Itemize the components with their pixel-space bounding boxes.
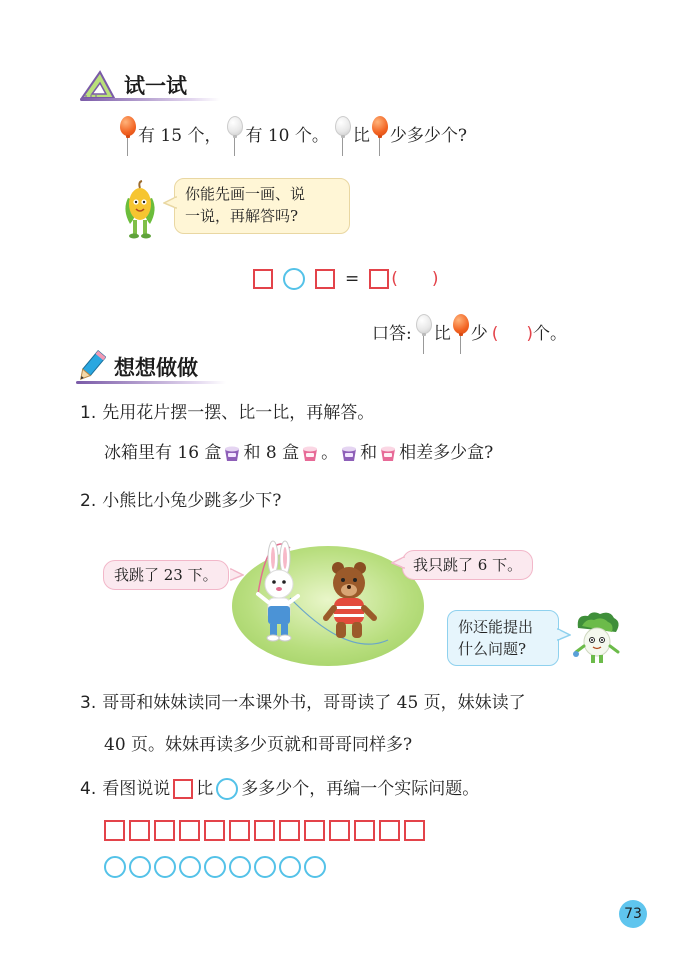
triangle-ruler-icon [80, 70, 116, 100]
result-box[interactable] [369, 269, 389, 289]
red-square [254, 820, 275, 841]
red-square [379, 820, 400, 841]
section-think-underline [76, 381, 226, 384]
equation-box[interactable] [315, 269, 335, 289]
red-square [354, 820, 375, 841]
red-balloon-icon [453, 314, 469, 354]
answer-paren-open: ( [491, 324, 499, 344]
red-square [229, 820, 250, 841]
question-2-number: 2. [80, 491, 97, 511]
question-4-number: 4. [80, 779, 97, 799]
section-think-title: 想想做做 [114, 356, 198, 380]
equation-box[interactable] [253, 269, 273, 289]
question-1-line-1 [80, 400, 374, 426]
problem-part-3: 比 [352, 126, 370, 146]
blue-circle [129, 856, 151, 878]
blue-circle [104, 856, 126, 878]
yogurt-box-purple-icon [339, 443, 359, 463]
rabbit-speech-bubble [103, 560, 229, 590]
red-square [279, 820, 300, 841]
red-square [204, 820, 225, 841]
question-3-text-2: 40 页。妹妹再读多少页就和哥哥同样多? [104, 735, 413, 755]
red-balloon-icon [120, 116, 136, 156]
equals-sign: = [345, 269, 360, 289]
section-think-header [76, 350, 198, 384]
extra-question-line-1: 你还能提出 [458, 618, 534, 636]
q1-text-c: 。 [321, 443, 339, 463]
equation-row [253, 266, 439, 292]
question-3-line-1 [80, 690, 526, 716]
red-square [179, 820, 200, 841]
hint-line-2: 一说，再解答吗? [185, 207, 299, 225]
question-1-number: 1. [80, 403, 97, 423]
white-balloon-icon [227, 116, 243, 156]
problem-part-4: 少多少个? [389, 126, 468, 146]
red-square [329, 820, 350, 841]
red-square [154, 820, 175, 841]
red-balloon-icon [372, 116, 388, 156]
blue-circle [279, 856, 301, 878]
unit-paren-open: ( [391, 269, 398, 289]
blue-circle [254, 856, 276, 878]
blue-circle [229, 856, 251, 878]
verbal-answer-row [372, 314, 567, 354]
question-4-line [80, 776, 479, 802]
problem-part-1: 有 15 个， [138, 126, 222, 146]
section-try-underline [80, 98, 220, 101]
bubble-tail [163, 196, 177, 210]
rabbit-bubble-tail [230, 568, 244, 582]
bear-speech-bubble [402, 550, 533, 580]
operator-circle[interactable] [283, 268, 305, 290]
section-try-title: 试一试 [124, 74, 187, 98]
answer-tail: 个。 [533, 324, 568, 344]
question-3-number: 3. [80, 693, 97, 713]
hint-bubble-draw [174, 178, 350, 234]
red-square [129, 820, 150, 841]
question-4-text-b: 比 [196, 779, 214, 799]
extra-question-bubble [447, 610, 559, 666]
question-4-text-a: 看图说说 [102, 779, 171, 799]
red-square [104, 820, 125, 841]
q1-text-b: 和 8 盒 [243, 443, 300, 463]
q1-text-e: 相差多少盒? [399, 443, 494, 463]
question-1-line-2 [104, 440, 493, 466]
balloon-problem [118, 116, 467, 156]
red-square [404, 820, 425, 841]
q1-text-a: 冰箱里有 16 盒 [104, 443, 222, 463]
question-3-text-1: 哥哥和妹妹读同一本课外书，哥哥读了 45 页，妹妹读了 [102, 693, 526, 713]
question-3-line-2 [104, 732, 412, 758]
unit-paren-close: ) [431, 269, 439, 289]
extra-bubble-tail [557, 628, 571, 642]
cabbage-character-icon [572, 610, 622, 666]
extra-question-line-2: 什么问题? [458, 640, 527, 658]
blue-circle [304, 856, 326, 878]
circle-symbol [216, 778, 238, 800]
blue-circle [204, 856, 226, 878]
question-2-text: 小熊比小兔少跳多少下? [102, 491, 282, 511]
page-number-badge [619, 900, 647, 928]
blue-circle [179, 856, 201, 878]
white-balloon-icon [416, 314, 432, 354]
square-symbol [173, 779, 193, 799]
answer-bi: 比 [433, 324, 451, 344]
hint-line-1: 你能先画一画、说 [185, 185, 306, 203]
bear-speech: 我只跳了 6 下。 [413, 556, 523, 574]
yogurt-box-pink-icon [378, 443, 398, 463]
page-number: 73 [624, 906, 642, 922]
question-1-text: 先用花片摆一摆、比一比，再解答。 [102, 403, 375, 423]
corn-character-icon [118, 180, 162, 240]
problem-part-2: 有 10 个。 [245, 126, 329, 146]
answer-label: 口答: [372, 324, 412, 344]
answer-paren-close: ) [526, 324, 534, 344]
circle-row [104, 856, 326, 878]
rabbit-speech: 我跳了 23 下。 [114, 566, 218, 584]
answer-shao: 少 [470, 324, 488, 344]
square-row [104, 820, 425, 841]
yogurt-box-pink-icon [300, 443, 320, 463]
blue-circle [154, 856, 176, 878]
red-square [304, 820, 325, 841]
pencil-icon [76, 350, 106, 384]
white-balloon-icon [335, 116, 351, 156]
section-try-header [80, 70, 187, 100]
q1-text-d: 和 [360, 443, 378, 463]
question-4-text-c: 多多少个，再编一个实际问题。 [241, 779, 480, 799]
question-2-line [80, 488, 281, 514]
yogurt-box-purple-icon [222, 443, 242, 463]
rabbit-bear-jumprope-illustration [228, 528, 428, 668]
bear-bubble-tail [391, 556, 405, 570]
